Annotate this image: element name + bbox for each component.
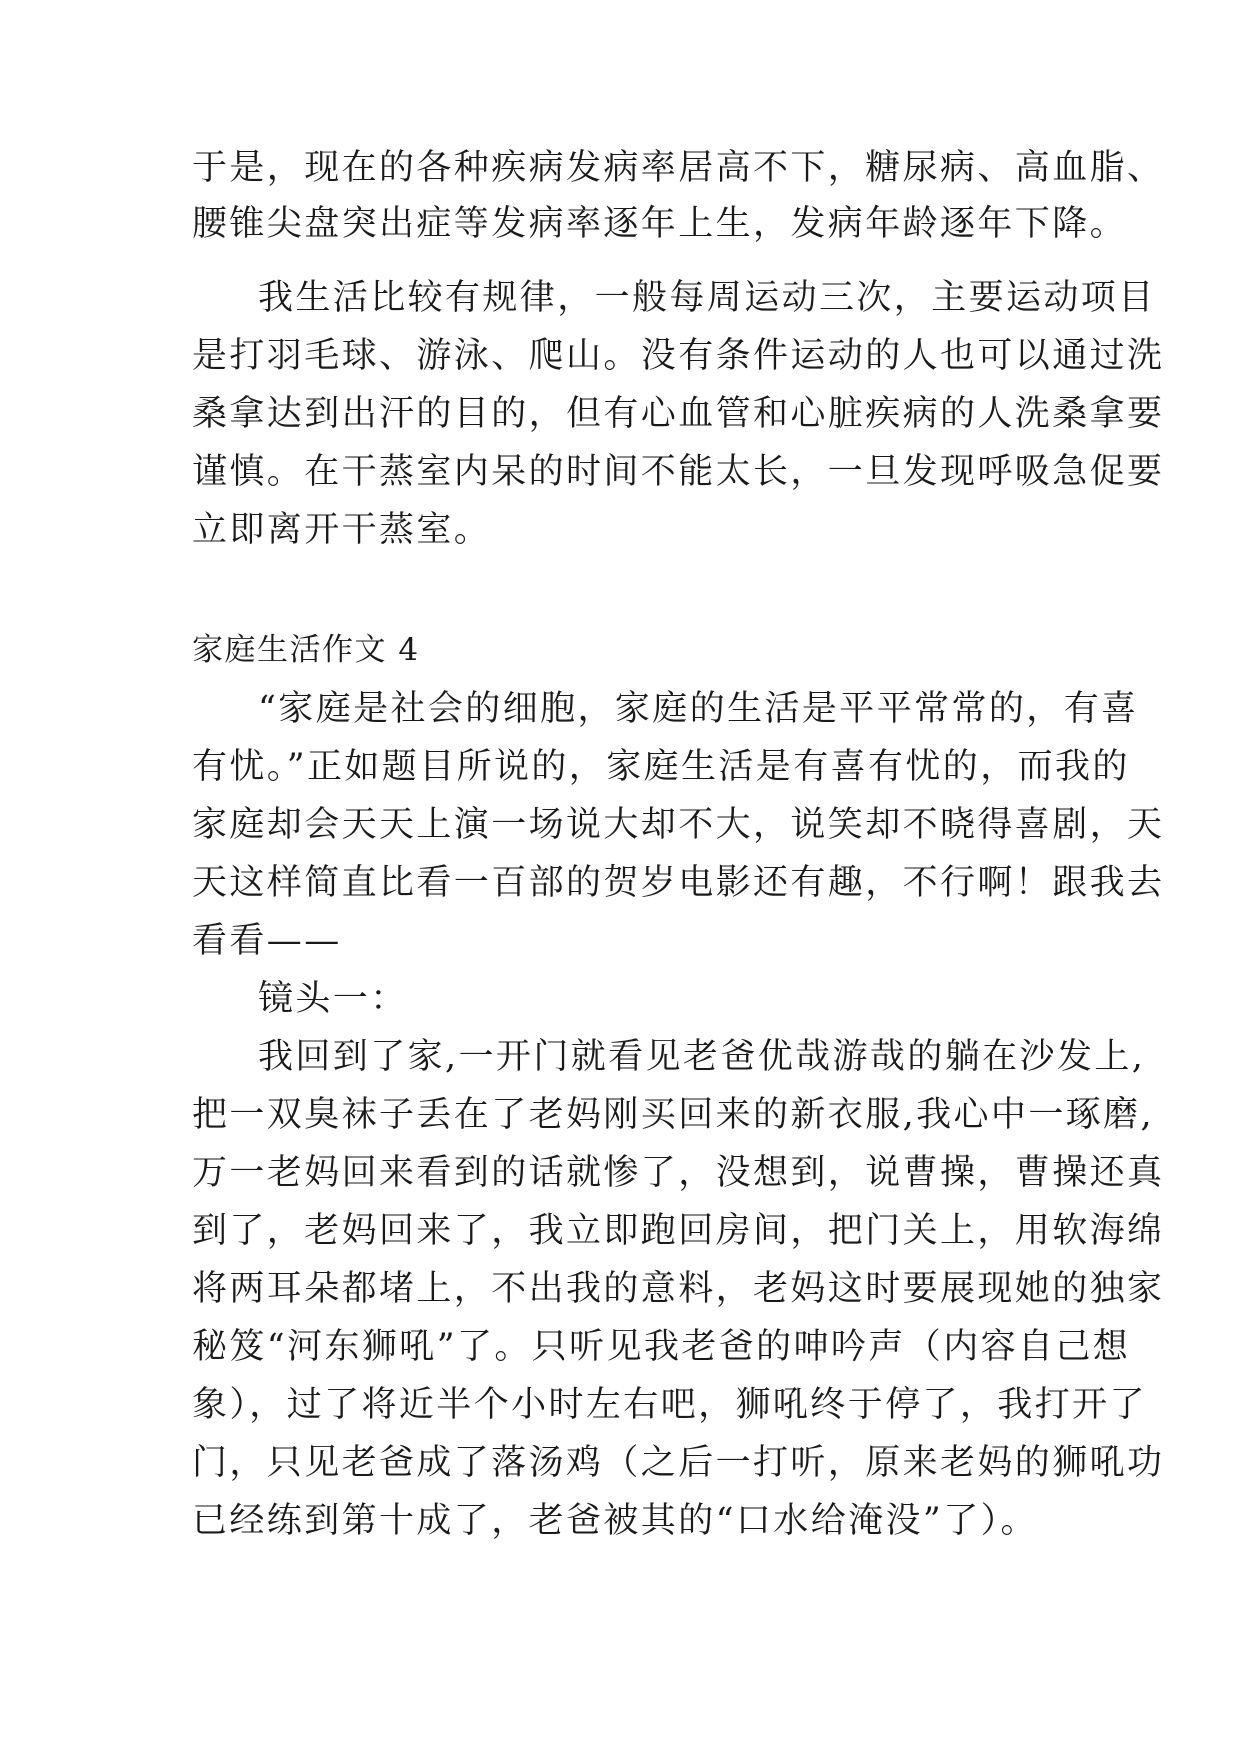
- paragraph-5-line-9: 已经练到第十成了，老爸被其的“口水给淹没”了）。: [192, 1501, 1038, 1541]
- section-heading: 家庭生活作文 4: [192, 632, 420, 668]
- paragraph-2-line-4: 谨慎。在干蒸室内呆的时间不能太长，一旦发现呼吸急促要: [192, 452, 1165, 492]
- paragraph-5-line-3: 万一老妈回来看到的话就惨了，没想到，说曹操，曹操还真: [192, 1153, 1165, 1193]
- paragraph-5-line-8: 门，只见老爸成了落汤鸡（之后一打听，原来老妈的狮吼功: [192, 1443, 1165, 1483]
- paragraph-1-line-2: 腰锥尖盘突出症等发病率逐年上生，发病年龄逐年下降。: [192, 204, 1128, 244]
- paragraph-4-line-1: 镜头一：: [258, 979, 408, 1019]
- paragraph-5-line-4: 到了，老妈回来了，我立即跑回房间，把门关上，用软海绵: [192, 1211, 1165, 1251]
- paragraph-5-line-5: 将两耳朵都堵上，不出我的意料，老妈这时要展现她的独家: [192, 1269, 1165, 1309]
- paragraph-3-line-2: 有忧。”正如题目所说的，家庭生活是有喜有忧的，而我的: [192, 747, 1130, 787]
- paragraph-3-line-1: “家庭是社会的细胞，家庭的生活是平平常常的，有喜: [258, 689, 1139, 729]
- paragraph-5-line-7: 象），过了将近半个小时左右吧，狮吼终于停了，我打开了: [192, 1385, 1147, 1425]
- paragraph-1-line-1: 于是，现在的各种疾病发病率居高不下，糖尿病、高血脂、: [192, 148, 1165, 188]
- paragraph-3-line-5: 看看——: [192, 921, 342, 961]
- paragraph-2-line-1: 我生活比较有规律，一般每周运动三次，主要运动项目: [258, 278, 1156, 318]
- paragraph-2-line-2: 是打羽毛球、游泳、爬山。没有条件运动的人也可以通过洗: [192, 336, 1165, 376]
- paragraph-5-line-1: 我回到了家,一开门就看见老爸优哉游哉的躺在沙发上,: [258, 1037, 1146, 1077]
- paragraph-2-line-3: 桑拿达到出汗的目的，但有心血管和心脏疾病的人洗桑拿要: [192, 394, 1165, 434]
- paragraph-5-line-2: 把一双臭袜子丢在了老妈刚买回来的新衣服,我心中一琢磨,: [192, 1095, 1155, 1135]
- paragraph-2-line-5: 立即离开干蒸室。: [192, 510, 492, 550]
- paragraph-5-line-6: 秘笈“河东狮吼”了。只听见我老爸的呻吟声（内容自己想: [192, 1327, 1131, 1367]
- paragraph-3-line-3: 家庭却会天天上演一场说大却不大，说笑却不晓得喜剧，天: [192, 805, 1165, 845]
- paragraph-3-line-4: 天这样简直比看一百部的贺岁电影还有趣，不行啊！跟我去: [192, 863, 1165, 903]
